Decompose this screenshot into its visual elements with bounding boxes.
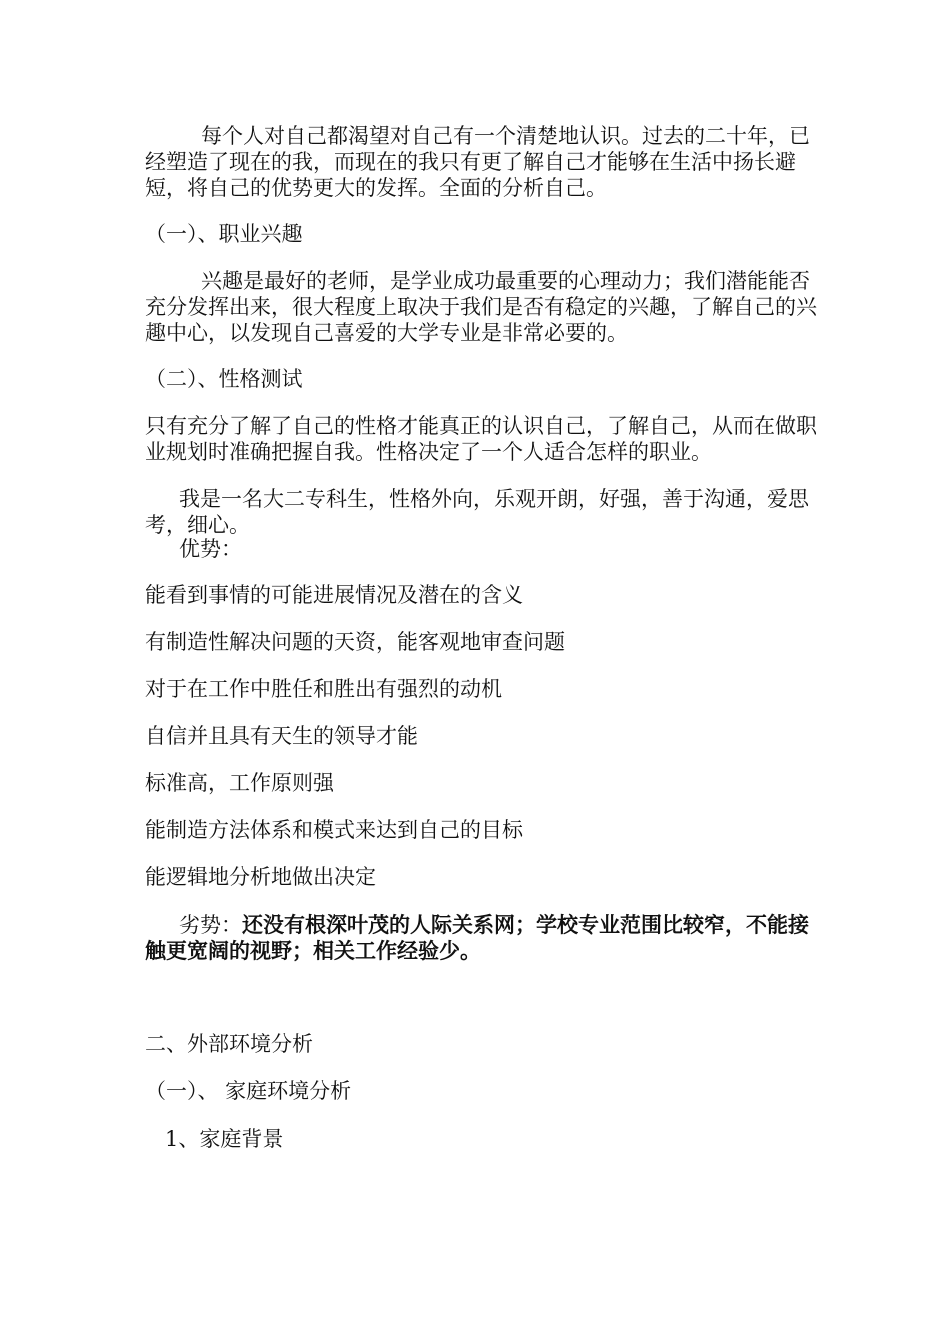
section-heading-personality-test: （二）、性格测试: [145, 367, 303, 391]
part2-heading: 二、外部环境分析: [145, 1032, 313, 1056]
strength-item: 能看到事情的可能进展情况及潜在的含义: [145, 583, 523, 607]
strength-item: 能逻辑地分析地做出决定: [145, 865, 376, 889]
family-environment-heading: （一）、 家庭环境分析: [145, 1079, 352, 1103]
career-interest-paragraph: 兴趣是最好的老师，是学业成功最重要的心理动力；我们潜能能否充分发挥出来，很大程度上取决于我们是否有稳定的兴趣，了解自己的兴趣中心，以发现自己喜爱的大学专业是非常必要的。: [145, 269, 817, 345]
intro-paragraph: 每个人对自己都渴望对自己有一个清楚地认识。过去的二十年，已经塑造了现在的我，而现在的我只有更了解自己才能够在生活中扬长避短，将自己的优势更大的发挥。全面的分析自己。: [145, 124, 810, 200]
strength-item: 对于在工作中胜任和胜出有强烈的动机: [145, 677, 502, 701]
self-description-paragraph: 我是一名大二专科生，性格外向，乐观开朗，好强，善于沟通，爱思考，细心。: [145, 487, 809, 537]
strengths-label: 优势：: [179, 537, 242, 561]
strength-item: 能制造方法体系和模式来达到自己的目标: [145, 818, 523, 842]
strength-item: 标准高，工作原则强: [145, 771, 334, 795]
weakness-paragraph: [145, 912, 820, 964]
strength-item: 有制造性解决问题的天资，能客观地审查问题: [145, 630, 565, 654]
strength-item: 自信并且具有天生的领导才能: [145, 724, 418, 748]
weakness-body: 还没有根深叶茂的人际关系网；学校专业范围比较窄，不能接触更宽阔的视野；相关工作经验少。: [145, 912, 809, 963]
weakness-label: 劣势：: [179, 913, 242, 937]
family-background-item: 1、家庭背景: [165, 1127, 284, 1151]
personality-paragraph: 只有充分了解了自己的性格才能真正的认识自己，了解自己，从而在做职业规划时准确把握自我。性格决定了一个人适合怎样的职业。: [145, 414, 817, 464]
section-heading-career-interest: （一）、职业兴趣: [145, 222, 303, 246]
